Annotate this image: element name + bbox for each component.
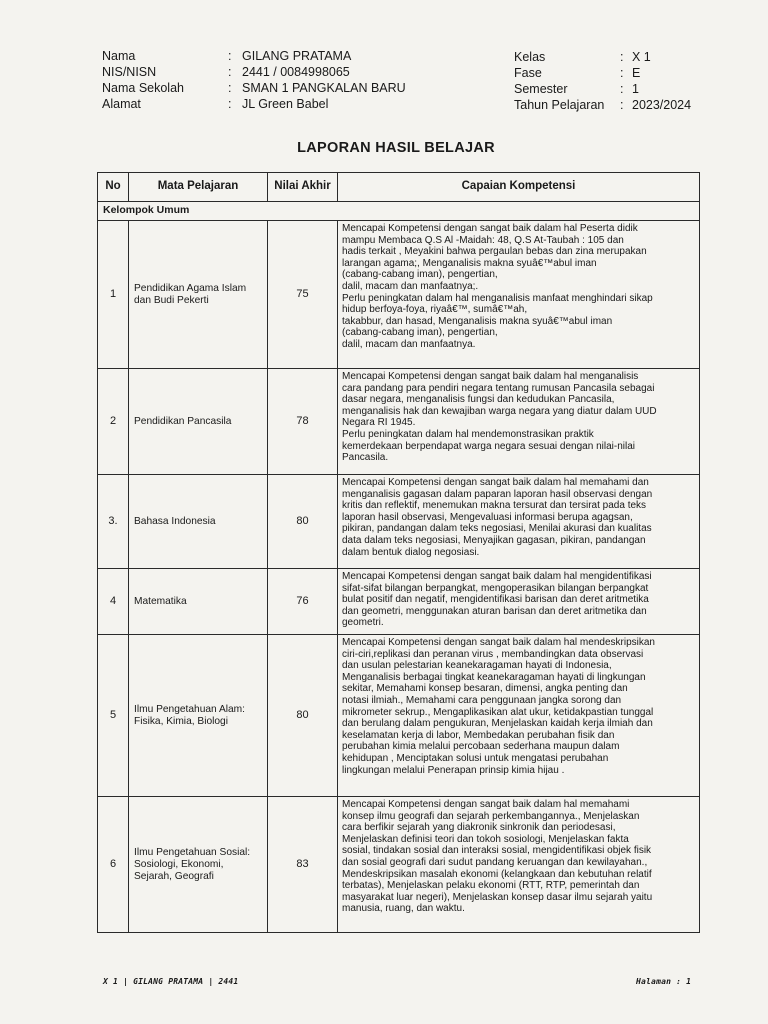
row-subject-text: Ilmu Pengetahuan Sosial: Sosiologi, Ekonomi, Sejarah, Geografi — [134, 846, 251, 882]
footer-page-number: Halaman : 1 — [636, 977, 692, 986]
row-subject — [129, 797, 268, 933]
student-school-row — [102, 80, 406, 96]
row-subject-text: Pendidikan Pancasila — [134, 415, 232, 427]
school-label: Nama Sekolah — [102, 81, 184, 95]
group-label: Kelompok Umum — [98, 202, 700, 221]
row-competency-text: Mencapai Kompetensi dengan sangat baik dalam hal Peserta didik mampu Membaca Q.S Al -Maidah: 48, Q.S At-Taubah : 105 dan hadis terkait , Meyakini bahwa pergaulan bebas dan zina merupakan larangan agama;, Menganalisis makna syuâ€™abul iman (cabang-cabang iman), pengertian, dalil, macam dan manfaatnya;. Perlu peningkatan dalam hal menganalisis manfaat menghindari sikap hidup berfoya-foya, riyaâ€™, sumâ€™ah, takabbur, dan hasad, Menganalisis makna syuâ€™abul iman (cabang-cabang iman), pengertian, dalil, macam dan manfaatnya. — [342, 223, 653, 350]
row-no: 1 — [98, 221, 129, 369]
school-value: SMAN 1 PANGKALAN BARU — [242, 81, 406, 95]
row-score: 83 — [268, 797, 338, 933]
colon: : — [620, 66, 624, 80]
row-subject-text: Matematika — [134, 595, 187, 607]
student-address-row — [102, 96, 406, 112]
header-subject: Mata Pelajaran — [129, 173, 268, 202]
row-subject — [129, 475, 268, 569]
tahun-value: 2023/2024 — [632, 98, 692, 112]
fase-row — [514, 65, 691, 81]
name-label: Nama — [102, 49, 136, 63]
row-competency — [338, 797, 700, 933]
row-no: 4 — [98, 569, 129, 635]
fase-value: E — [632, 66, 641, 80]
row-score: 75 — [268, 221, 338, 369]
address-value: JL Green Babel — [242, 97, 329, 111]
table-row — [98, 369, 700, 475]
row-score: 80 — [268, 635, 338, 797]
colon: : — [620, 98, 624, 112]
row-subject — [129, 569, 268, 635]
row-no: 3. — [98, 475, 129, 569]
table-row — [98, 635, 700, 797]
row-competency-text: Mencapai Kompetensi dengan sangat baik dalam hal memahami dan menganalisis gagasan dalam paparan laporan hasil observasi dengan kritis dan reflektif, menemukan makna tersurat dan tersirat pada teks laporan hasil observasi, Mengevaluasi informasi berupa agagsan, pikiran, pandangan dalam teks negosiasi, Menilai akurasi dan kualitas data dalam teks negosiasi, Menyajikan gagasan, pikiran, pandangan dalam bentuk dialog negosiasi. — [342, 477, 653, 558]
tahun-label: Tahun Pelajaran — [514, 98, 605, 112]
student-name-row — [102, 48, 406, 64]
header-no: No — [98, 173, 129, 202]
colon: : — [228, 65, 232, 79]
colon: : — [228, 97, 232, 111]
row-subject — [129, 221, 268, 369]
table-row — [98, 221, 700, 369]
student-nis-row — [102, 64, 406, 80]
kelas-row — [514, 49, 691, 65]
semester-value: 1 — [632, 82, 639, 96]
row-competency — [338, 475, 700, 569]
row-no: 6 — [98, 797, 129, 933]
row-subject — [129, 635, 268, 797]
row-no: 5 — [98, 635, 129, 797]
row-score: 80 — [268, 475, 338, 569]
class-info — [514, 49, 691, 113]
colon: : — [228, 81, 232, 95]
table-header-row — [98, 173, 700, 202]
row-subject-text: Ilmu Pengetahuan Alam: Fisika, Kimia, Biologi — [134, 703, 246, 727]
semester-label: Semester — [514, 82, 568, 96]
row-competency — [338, 635, 700, 797]
row-score: 76 — [268, 569, 338, 635]
row-no: 2 — [98, 369, 129, 475]
colon: : — [620, 50, 624, 64]
semester-row — [514, 81, 691, 97]
row-subject — [129, 369, 268, 475]
tahun-row — [514, 97, 691, 113]
address-label: Alamat — [102, 97, 141, 111]
row-competency — [338, 369, 700, 475]
row-competency-text: Mencapai Kompetensi dengan sangat baik dalam hal menganalisis cara pandang para pendiri negara tentang rumusan Pancasila sebagai dasar negara, menganalisis fungsi dan kedudukan Pancasila, menganalisis hak dan kewajiban warga negara yang diatur dalam UUD Negara RI 1945. Perlu peningkatan dalam hal mendemonstrasikan praktik kemerdekaan berpendapat warga negara sesuai dengan nilai-nilai Pancasila. — [342, 371, 657, 464]
page-title: LAPORAN HASIL BELAJAR — [297, 140, 495, 156]
row-score: 78 — [268, 369, 338, 475]
header-competency: Capaian Kompetensi — [338, 173, 700, 202]
colon: : — [620, 82, 624, 96]
row-competency-text: Mencapai Kompetensi dengan sangat baik dalam hal mendeskripsikan ciri-ciri,replikasi dan peranan virus , membandingkan data observasi dan usulan pelestarian keanekaragaman hayati di Indonesia, Menganalisis berbagai tingkat keanekaragaman hayati di lingkungan sekitar, Memahami konsep besaran, dimensi, angka penting dan notasi ilmiah., Memahami cara penggunaan jangka sorong dan mikrometer sekrup., Mengaplikasikan alat ukur, ketidakpastian tunggal dan berulang dalam pengukuran, Menjelaskan kaidah kerja ilmiah dan keselamatan kerja di labor, Membedakan perubahan fisik dan perubahan kimia melalui percobaan sederhana maupun dalam kehidupan , Menciptakan solusi untuk mengatasi perubahan lingkungan melalui Penerapan prinsip kimia hijau . — [342, 637, 655, 776]
row-subject-text: Bahasa Indonesia — [134, 515, 216, 527]
header-score: Nilai Akhir — [268, 173, 338, 202]
table-row — [98, 797, 700, 933]
row-competency-text: Mencapai Kompetensi dengan sangat baik dalam hal mengidentifikasi sifat-sifat bilangan berpangkat, mengoperasikan bilangan berpangkat bulat positif dan negatif, mengidentifikasi barisan dan deret aritmetika dan geometri, menggunakan aturan barisan dan deret aritmetika dan geometri. — [342, 571, 652, 629]
nis-label: NIS/NISN — [102, 65, 157, 79]
row-subject-text: Pendidikan Agama Islam dan Budi Pekerti — [134, 282, 247, 306]
row-competency-text: Mencapai Kompetensi dengan sangat baik dalam hal memahami konsep ilmu geografi dan sejarah perkembangannya., Menjelaskan cara berfikir sejarah yang diakronik sinkronik dan periodesasi, Menjelaskan definisi teori dan tokoh sosiologi, Menjelaskan fakta sosial, tindakan sosial dan interaksi sosial, mengidentifikasi objek fisik dan sosial geografi dari sudut pandang keruangan dan kewilayahan., Mendeskripsikan masalah ekonomi (kelangkaan dan kebutuhan relatif terbatas), Menjelaskan pelaku ekonomi (RTT, RTP, pemerintah dan masyarakat luar negeri), Menjelaskan konsep dasar ilmu sejarah yaitu manusia, ruang, dan waktu. — [342, 799, 653, 915]
table-row — [98, 475, 700, 569]
colon: : — [228, 49, 232, 63]
kelas-value: X 1 — [632, 50, 651, 64]
row-competency — [338, 221, 700, 369]
group-row — [98, 202, 700, 221]
row-competency — [338, 569, 700, 635]
grades-table — [97, 172, 700, 933]
footer-left: X 1 | GILANG PRATAMA | 2441 — [103, 977, 239, 986]
kelas-label: Kelas — [514, 50, 546, 64]
student-info — [102, 48, 406, 112]
fase-label: Fase — [514, 66, 542, 80]
nis-value: 2441 / 0084998065 — [242, 65, 350, 79]
name-value: GILANG PRATAMA — [242, 49, 352, 63]
table-row — [98, 569, 700, 635]
